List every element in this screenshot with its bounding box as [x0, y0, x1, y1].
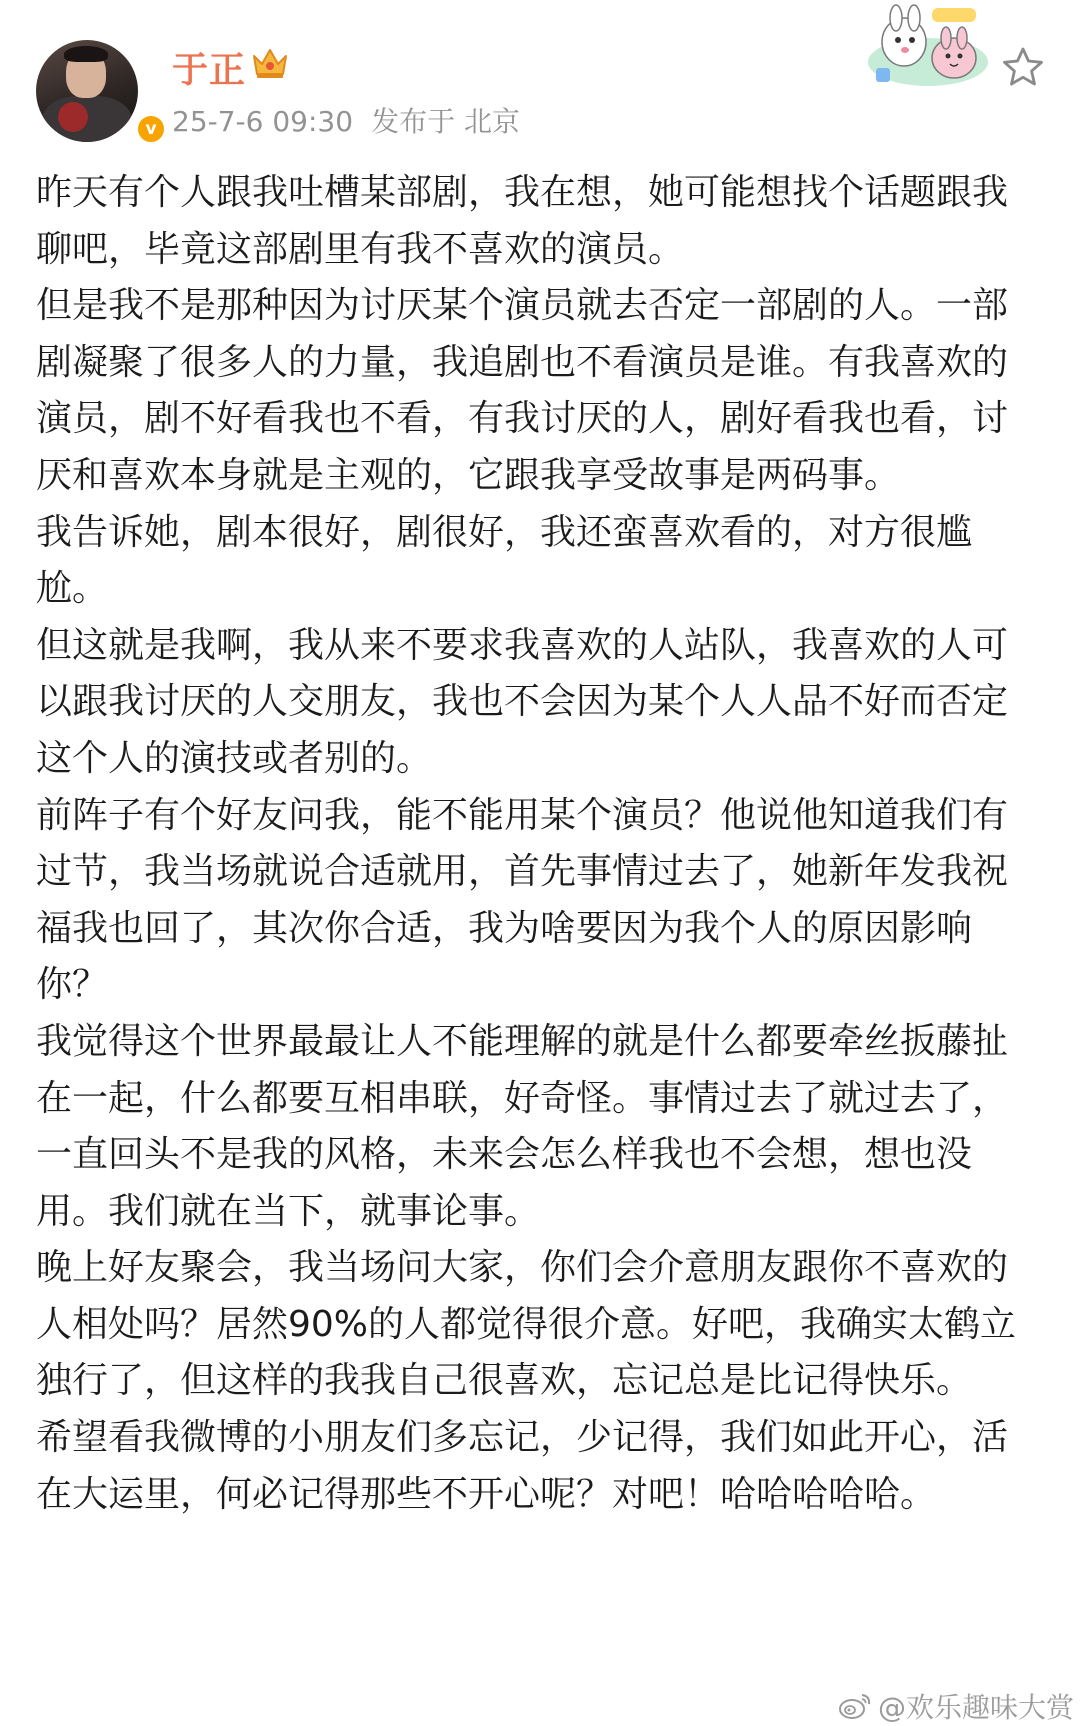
- avatar-image: [36, 40, 138, 142]
- post-meta: [172, 100, 538, 140]
- crown-icon: [250, 44, 290, 80]
- post-timestamp: 25-7-6 09:30: [172, 105, 354, 138]
- post-body: 昨天有个人跟我吐槽某部剧，我在想，她可能想找个话题跟我聊吧，毕竟这部剧里有我不喜欢的演员。 但是我不是那种因为讨厌某个演员就去否定一部剧的人。一部剧凝聚了很多人的力量，我追剧也不看演员是谁。有我喜欢的演员，剧不好看我也不看，有我讨厌的人，剧好看我也看，讨厌和喜欢本身就是主观的，它跟我享受故事是两码事。 我告诉她，剧本很好，剧很好，我还蛮喜欢看的，对方很尴尬。 但这就是我啊，我从来不要求我喜欢的人站队，我喜欢的人可以跟我讨厌的人交朋友，我也不会因为某个人人品不好而否定这个人的演技或者别的。 前阵子有个好友问我，能不能用某个演员？他说他知道我们有过节，我当场就说合适就用，首先事情过去了，她新年发我祝福我也回了，其次你合适，我为啥要因为我个人的原因影响你？ 我觉得这个世界最最让人不能理解的就是什么都要牵丝扳藤扯在一起，什么都要互相串联，好奇怪。事情过去了就过去了，一直回头不是我的风格，未来会怎么样我也不会想，想也没用。我们就在当下，就事论事。 晚上好友聚会，我当场问大家，你们会介意朋友跟你不喜欢的人相处吗？居然90%的人都觉得很介意。好吧，我确实太鹤立独行了，但这样的我我自己很喜欢，忘记总是比记得快乐。 希望看我微博的小朋友们多忘记，少记得，我们如此开心，活在大运里，何必记得那些不开心呢？对吧！哈哈哈哈哈。: [36, 172, 1017, 1515]
- avatar[interactable]: [36, 40, 157, 142]
- watermark-text: @欢乐趣味大赏: [878, 1691, 1075, 1724]
- post-location: 发布于 北京: [371, 105, 520, 138]
- watermark: [838, 1686, 1074, 1726]
- post-header: [0, 0, 1080, 150]
- favorite-star-icon[interactable]: [1002, 46, 1044, 88]
- weibo-logo-icon: [838, 1692, 872, 1720]
- author-name[interactable]: 于正: [172, 50, 247, 91]
- verified-badge-icon: v: [134, 112, 168, 146]
- bunny-sticker-icon: [862, 4, 994, 90]
